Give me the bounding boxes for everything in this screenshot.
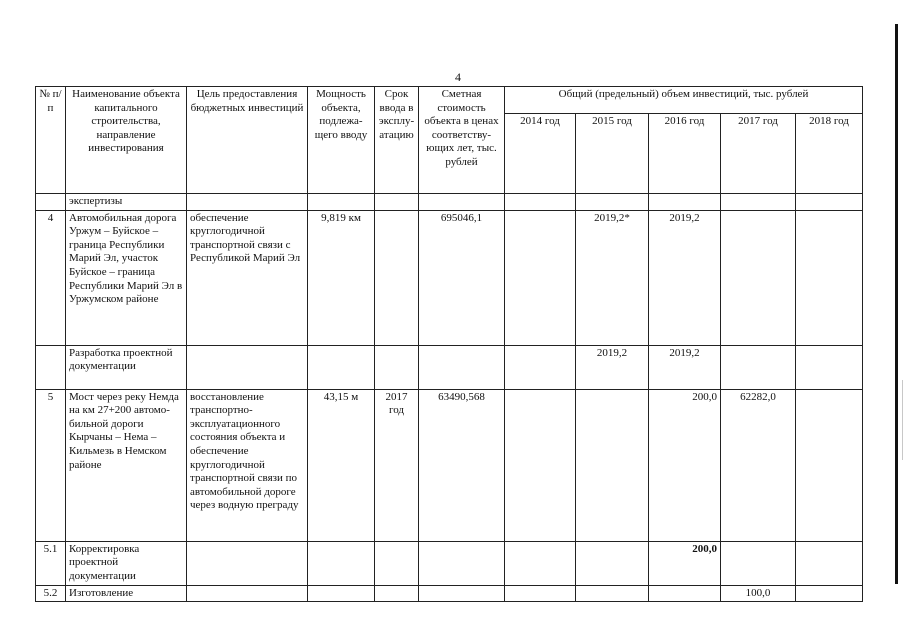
- page-number: 4: [455, 70, 461, 84]
- row-2015: 2019,2: [576, 345, 649, 389]
- row-name: Изготовление: [66, 585, 187, 602]
- row-num: 4: [36, 210, 66, 345]
- header-term: Срок ввода в эксплу-атацию: [375, 87, 419, 194]
- header-row: [36, 87, 863, 114]
- row-2017: [721, 194, 796, 211]
- table-row: [36, 345, 863, 389]
- row-term: [375, 585, 419, 602]
- row-cost: [419, 194, 505, 211]
- scan-mark: [902, 380, 903, 460]
- row-2016: [649, 585, 721, 602]
- table-row: [36, 194, 863, 211]
- row-term: [375, 210, 419, 345]
- row-2016: [649, 194, 721, 211]
- row-goal: [187, 541, 308, 585]
- row-num: 5.2: [36, 585, 66, 602]
- row-goal: обеспечение круглогодичной транспортной связи с Республикой Марий Эл: [187, 210, 308, 345]
- row-name: Автомобильная дорога Уржум – Буйское – граница Республики Марий Эл, участок Буйское – граница Республики Марий Эл в Уржумском районе: [66, 210, 187, 345]
- row-2016: 200,0: [649, 541, 721, 585]
- row-2018: [796, 585, 863, 602]
- row-term: [375, 194, 419, 211]
- row-capacity: 9,819 км: [308, 210, 375, 345]
- row-2015: [576, 389, 649, 541]
- row-name: Разработка проектной документации: [66, 345, 187, 389]
- header-num: № п/п: [36, 87, 66, 194]
- row-2016: 2019,2: [649, 345, 721, 389]
- table-row: [36, 541, 863, 585]
- row-2018: [796, 345, 863, 389]
- row-2014: [505, 585, 576, 602]
- row-2015: [576, 585, 649, 602]
- row-2016: 2019,2: [649, 210, 721, 345]
- investment-table: [35, 86, 863, 602]
- row-capacity: [308, 585, 375, 602]
- row-cost: [419, 345, 505, 389]
- table-row: [36, 585, 863, 602]
- header-cost: Сметная стоимость объекта в ценах соответству-ющих лет, тыс. рублей: [419, 87, 505, 194]
- header-volume: Общий (предельный) объем инвестиций, тыс. рублей: [505, 87, 863, 114]
- header-year-2016: 2016 год: [649, 114, 721, 194]
- row-2017: [721, 541, 796, 585]
- row-term: 2017 год: [375, 389, 419, 541]
- row-name: Мост через реку Немда на км 27+200 автомо-бильной дороги Кырчаны – Нема – Кильмезь в Немском районе: [66, 389, 187, 541]
- row-2018: [796, 389, 863, 541]
- row-cost: [419, 541, 505, 585]
- row-capacity: 43,15 м: [308, 389, 375, 541]
- row-cost: [419, 585, 505, 602]
- row-2018: [796, 194, 863, 211]
- row-2016: 200,0: [649, 389, 721, 541]
- row-2018: [796, 541, 863, 585]
- row-2014: [505, 194, 576, 211]
- row-num: 5: [36, 389, 66, 541]
- row-goal: [187, 345, 308, 389]
- row-num: 5.1: [36, 541, 66, 585]
- header-year-2015: 2015 год: [576, 114, 649, 194]
- row-name: Корректировка проектной документации: [66, 541, 187, 585]
- header-goal: Цель предоставления бюджетных инвестиций: [187, 87, 308, 194]
- row-goal: [187, 585, 308, 602]
- header-year-2018: 2018 год: [796, 114, 863, 194]
- row-cost: 63490,568: [419, 389, 505, 541]
- row-capacity: [308, 541, 375, 585]
- row-capacity: [308, 194, 375, 211]
- row-term: [375, 541, 419, 585]
- header-name: Наименование объекта капитального строительства, направление инвестирования: [66, 87, 187, 194]
- table-row: [36, 389, 863, 541]
- row-capacity: [308, 345, 375, 389]
- row-goal: [187, 194, 308, 211]
- row-2017: [721, 210, 796, 345]
- row-num: [36, 345, 66, 389]
- row-2014: [505, 210, 576, 345]
- page-edge-rule: [895, 24, 898, 584]
- row-2017: [721, 345, 796, 389]
- row-2018: [796, 210, 863, 345]
- row-2014: [505, 389, 576, 541]
- row-name: экспертизы: [66, 194, 187, 211]
- table-row: [36, 210, 863, 345]
- row-num: [36, 194, 66, 211]
- row-goal: восстановление транспортно-эксплуатационного состояния объекта и обеспечение круглогодичной транспортной связи по автомобильной дороге через водную преграду: [187, 389, 308, 541]
- row-2015: [576, 194, 649, 211]
- header-year-2014: 2014 год: [505, 114, 576, 194]
- row-2017: 100,0: [721, 585, 796, 602]
- row-2014: [505, 541, 576, 585]
- header-year-2017: 2017 год: [721, 114, 796, 194]
- header-capacity: Мощность объекта, подлежа-щего вводу: [308, 87, 375, 194]
- row-cost: 695046,1: [419, 210, 505, 345]
- row-2015: 2019,2*: [576, 210, 649, 345]
- row-term: [375, 345, 419, 389]
- row-2017: 62282,0: [721, 389, 796, 541]
- row-2015: [576, 541, 649, 585]
- row-2014: [505, 345, 576, 389]
